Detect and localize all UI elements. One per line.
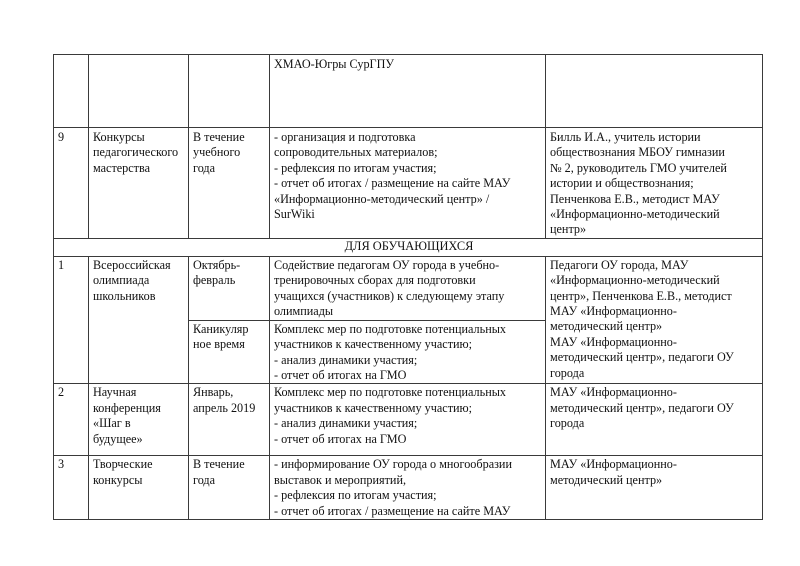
responsible-line: Билль И.А., учитель истории	[550, 130, 701, 144]
event-name-line: «Шаг в	[93, 416, 131, 431]
cell-activities	[270, 128, 546, 239]
table-row-2	[54, 384, 763, 456]
cell-time	[189, 256, 270, 320]
responsible-line: методический центр», педагоги ОУ	[550, 350, 734, 365]
responsible-line: «Информационно-методический	[550, 207, 720, 222]
activity-line: - отчет об итогах на ГМО	[274, 368, 407, 383]
responsible-line: методический центр»	[550, 319, 663, 334]
cell-responsible	[546, 55, 763, 128]
responsible-line: методический центр», педагоги ОУ	[550, 400, 734, 415]
event-name-line: Всероссийская	[93, 257, 171, 272]
cell-number	[54, 384, 89, 456]
cell-number	[54, 456, 89, 520]
event-name-line: Научная	[93, 385, 137, 400]
responsible-line: методический центр»	[550, 472, 663, 487]
activity-line: ХМАО-Югры СурГПУ	[274, 57, 395, 71]
activity-line: сопроводительных материалов;	[274, 145, 438, 160]
time-line: Январь,	[193, 385, 234, 400]
cell-name	[89, 384, 189, 456]
cell-activities	[270, 256, 546, 320]
events-plan-table	[53, 54, 763, 520]
cell-responsible	[546, 256, 763, 384]
responsible-line: центр»	[550, 222, 587, 237]
responsible-line: № 2, руководитель ГМО учителей	[550, 160, 727, 175]
time-line: В течение	[193, 457, 245, 472]
time-line: Октябрь-	[193, 257, 241, 272]
table-row-9	[54, 128, 763, 239]
time-line: года	[193, 472, 216, 487]
section-header-row	[54, 238, 763, 256]
responsible-line: истории и обществознания;	[550, 176, 694, 191]
cell-name	[89, 256, 189, 384]
table-row-continuation	[54, 55, 763, 128]
cell-time	[189, 384, 270, 456]
activity-line: Комплекс мер по подготовке потенциальных	[274, 321, 507, 336]
cell-number	[54, 128, 89, 239]
time-line: апрель 2019	[193, 400, 256, 415]
row-number: 1	[58, 257, 65, 272]
cell-name	[89, 128, 189, 239]
activity-line: - рефлексия по итогам участия;	[274, 488, 437, 503]
section-header: ДЛЯ ОБУЧАЮЩИХСЯ	[54, 238, 763, 256]
time-line: года	[193, 160, 216, 175]
row-number: 9	[58, 130, 65, 144]
cell-name	[89, 456, 189, 520]
event-name-line: Конкурсы	[93, 130, 145, 144]
responsible-line: Пенченкова Е.В., методист МАУ	[550, 191, 720, 206]
row-number: 3	[58, 457, 65, 472]
cell-time	[189, 55, 270, 128]
event-name-line: мастерства	[93, 160, 151, 175]
activity-line: участников к качественному участию;	[274, 400, 473, 415]
activity-line: участников к качественному участию;	[274, 337, 473, 352]
cell-activities	[270, 456, 546, 520]
responsible-line: МАУ «Информационно-	[550, 304, 677, 319]
time-line: В течение	[193, 130, 245, 144]
activity-line: - анализ динамики участия;	[274, 416, 418, 431]
activity-line: - отчет об итогах на ГМО	[274, 431, 407, 446]
time-line: ное время	[193, 337, 245, 352]
time-line: Каникуляр	[193, 321, 249, 336]
cell-responsible	[546, 456, 763, 520]
event-name-line: педагогического	[93, 145, 179, 160]
activity-line: Содействие педагогам ОУ города в учебно-	[274, 257, 500, 272]
activity-line: - отчет об итогах / размещение на сайте МАУ	[274, 176, 511, 191]
row-number: 2	[58, 385, 65, 400]
activity-line: Комплекс мер по подготовке потенциальных	[274, 385, 507, 400]
event-name-line: олимпиада	[93, 273, 150, 288]
cell-time	[189, 320, 270, 384]
activity-line: олимпиады	[274, 304, 334, 319]
table-row-1	[54, 256, 763, 320]
responsible-line: города	[550, 416, 585, 431]
activity-line: - организация и подготовка	[274, 130, 416, 144]
responsible-line: центр», Пенченкова Е.В., методист	[550, 288, 732, 303]
activity-line: SurWiki	[274, 207, 315, 222]
responsible-line: МАУ «Информационно-	[550, 334, 677, 349]
event-name-line: конкурсы	[93, 472, 143, 487]
time-line: учебного	[193, 145, 241, 160]
event-name-line: школьников	[93, 288, 156, 303]
time-line: февраль	[193, 273, 236, 288]
cell-name	[89, 55, 189, 128]
activity-line: - анализ динамики участия;	[274, 352, 418, 367]
responsible-line: «Информационно-методический	[550, 273, 720, 288]
cell-activities	[270, 320, 546, 384]
activity-line: выставок и мероприятий,	[274, 472, 407, 487]
activity-line: - информирование ОУ города о многообразии	[274, 457, 512, 472]
cell-activities	[270, 55, 546, 128]
activity-line: - рефлексия по итогам участия;	[274, 160, 437, 175]
responsible-line: МАУ «Информационно-	[550, 385, 677, 400]
responsible-line: Педагоги ОУ города, МАУ	[550, 257, 689, 272]
event-name-line: конференция	[93, 400, 161, 415]
table-row-3	[54, 456, 763, 520]
cell-activities	[270, 384, 546, 456]
cell-time	[189, 128, 270, 239]
cell-number	[54, 256, 89, 384]
activity-line: - отчет об итогах / размещение на сайте МАУ	[274, 503, 511, 518]
cell-responsible	[546, 128, 763, 239]
cell-responsible	[546, 384, 763, 456]
activity-line: «Информационно-методический центр» /	[274, 191, 490, 206]
cell-time	[189, 456, 270, 520]
event-name-line: будущее»	[93, 431, 143, 446]
event-name-line: Творческие	[93, 457, 153, 472]
activity-line: тренировочных сборах для подготовки	[274, 273, 476, 288]
responsible-line: обществознания МБОУ гимназии	[550, 145, 725, 160]
responsible-line: МАУ «Информационно-	[550, 457, 677, 472]
cell-number	[54, 55, 89, 128]
responsible-line: города	[550, 365, 585, 380]
activity-line: учащихся (участников) к следующему этапу	[274, 288, 505, 303]
